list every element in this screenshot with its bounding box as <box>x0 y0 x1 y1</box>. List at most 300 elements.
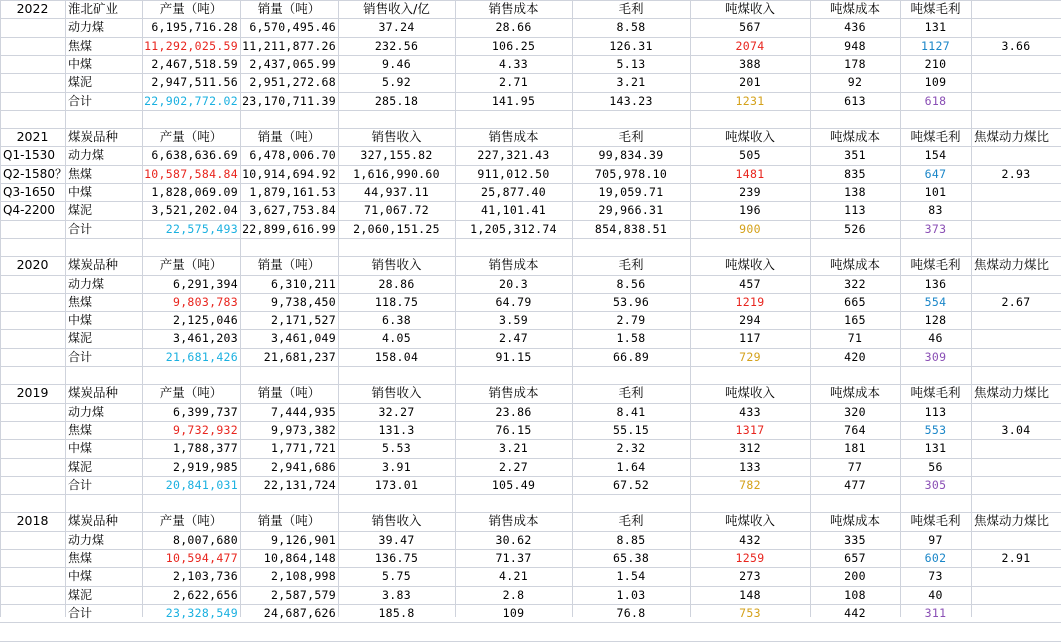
coal-type-label[interactable]: 合计 <box>68 478 93 492</box>
coal-type-label[interactable]: 中煤 <box>68 569 93 583</box>
coking-thermal-ratio[interactable] <box>971 329 1061 347</box>
column-header[interactable]: 吨煤毛利 <box>910 1 961 16</box>
column-header[interactable] <box>971 0 1061 18</box>
table-cell[interactable]: 46 <box>928 331 943 345</box>
coal-type-label[interactable]: 动力煤 <box>68 533 105 547</box>
coal-type-label[interactable]: 煤泥 <box>68 588 93 602</box>
table-cell[interactable]: 1,771,721 <box>270 441 336 455</box>
table-cell[interactable]: 20,841,031 <box>165 478 238 492</box>
coking-thermal-ratio[interactable] <box>971 458 1061 476</box>
table-cell[interactable]: 553 <box>924 423 947 437</box>
coking-thermal-ratio[interactable]: 2.93 <box>1001 167 1031 181</box>
column-header[interactable]: 吨煤成本 <box>829 129 880 144</box>
quarter-price-note[interactable]: Q4-2200 <box>3 203 55 217</box>
table-cell[interactable]: 66.89 <box>612 350 650 364</box>
column-header[interactable]: 产量（吨） <box>159 513 223 528</box>
table-cell[interactable]: 618 <box>924 94 947 108</box>
table-cell[interactable]: 420 <box>844 350 866 364</box>
table-cell[interactable]: 71 <box>847 331 863 345</box>
coking-thermal-ratio[interactable] <box>971 18 1061 36</box>
table-cell[interactable]: 91.15 <box>495 350 532 364</box>
table-cell[interactable]: 128 <box>924 313 947 327</box>
table-cell[interactable]: 99,834.39 <box>598 148 664 162</box>
table-cell[interactable]: 2.79 <box>616 313 646 327</box>
column-header[interactable]: 销售收入 <box>371 385 422 400</box>
table-cell[interactable]: 3,461,049 <box>270 331 336 345</box>
coal-type-label[interactable]: 中煤 <box>68 441 93 455</box>
column-header[interactable]: 吨煤毛利 <box>910 129 961 144</box>
year-label[interactable]: 2020 <box>16 257 49 272</box>
table-cell[interactable]: 8.41 <box>616 405 646 419</box>
table-cell[interactable]: 136 <box>924 277 947 291</box>
table-cell[interactable]: 76.8 <box>616 606 646 620</box>
table-cell[interactable]: 9,803,783 <box>172 295 238 309</box>
table-cell[interactable]: 335 <box>844 533 866 547</box>
column-header[interactable]: 产量（吨） <box>159 385 223 400</box>
table-cell[interactable]: 2.32 <box>616 441 646 455</box>
table-cell[interactable]: 53.96 <box>612 295 650 309</box>
coal-type-label[interactable]: 煤泥 <box>68 460 93 474</box>
table-cell[interactable]: 1259 <box>735 551 765 565</box>
coking-thermal-ratio[interactable] <box>971 275 1061 293</box>
table-cell[interactable]: 6.38 <box>382 313 411 327</box>
table-cell[interactable]: 3.21 <box>616 75 646 89</box>
table-cell[interactable]: 1,205,312.74 <box>470 222 557 236</box>
table-cell[interactable]: 4.33 <box>499 57 528 71</box>
table-cell[interactable]: 97 <box>928 533 943 547</box>
table-cell[interactable]: 200 <box>844 569 866 583</box>
coking-thermal-ratio[interactable] <box>971 92 1061 110</box>
table-cell[interactable]: 1,616,990.60 <box>353 167 440 181</box>
table-cell[interactable]: 1.58 <box>616 331 646 345</box>
table-cell[interactable]: 109 <box>924 75 947 89</box>
coking-thermal-ratio[interactable] <box>971 439 1061 457</box>
table-cell[interactable]: 133 <box>739 460 761 474</box>
table-cell[interactable]: 5.53 <box>382 441 411 455</box>
table-cell[interactable]: 6,399,737 <box>172 405 238 419</box>
column-header[interactable]: 吨煤毛利 <box>910 513 961 528</box>
table-cell[interactable]: 3.83 <box>382 588 411 602</box>
table-cell[interactable]: 154 <box>924 148 947 162</box>
table-cell[interactable]: 9,732,932 <box>172 423 238 437</box>
table-cell[interactable]: 40 <box>928 588 943 602</box>
table-cell[interactable]: 65.38 <box>612 551 650 565</box>
table-cell[interactable]: 647 <box>924 167 947 181</box>
table-cell[interactable]: 477 <box>844 478 866 492</box>
table-cell[interactable]: 613 <box>844 94 866 108</box>
table-cell[interactable]: 173.01 <box>374 478 419 492</box>
quarter-price-note[interactable]: Q1-1530 <box>3 148 55 162</box>
table-cell[interactable]: 109 <box>502 606 525 620</box>
table-cell[interactable]: 2,103,736 <box>172 569 238 583</box>
table-cell[interactable]: 25,877.40 <box>480 185 546 199</box>
table-cell[interactable]: 105.49 <box>491 478 536 492</box>
table-cell[interactable]: 28.66 <box>495 20 532 34</box>
table-cell[interactable]: 3.91 <box>382 460 411 474</box>
quarter-price-note[interactable]: Q2-1580？ <box>3 167 67 181</box>
table-cell[interactable]: 24,687,626 <box>263 606 336 620</box>
table-cell[interactable]: 1481 <box>735 167 765 181</box>
coal-type-label[interactable]: 焦煤 <box>68 295 93 309</box>
table-cell[interactable]: 1127 <box>921 39 950 53</box>
table-cell[interactable]: 158.04 <box>374 350 419 364</box>
column-header[interactable]: 销量（吨） <box>257 257 321 272</box>
column-header[interactable]: 销售收入 <box>371 513 422 528</box>
column-header[interactable]: 吨煤收入 <box>724 513 775 528</box>
table-cell[interactable]: 6,291,394 <box>172 277 238 291</box>
table-cell[interactable]: 665 <box>844 295 866 309</box>
column-header[interactable]: 销量（吨） <box>257 129 321 144</box>
coking-thermal-ratio[interactable] <box>971 220 1061 238</box>
table-cell[interactable]: 9,973,382 <box>270 423 336 437</box>
table-cell[interactable]: 9,738,450 <box>270 295 336 309</box>
table-cell[interactable]: 30.62 <box>495 533 532 547</box>
table-cell[interactable]: 131 <box>924 441 947 455</box>
coal-type-label[interactable]: 煤泥 <box>68 331 93 345</box>
coal-type-label[interactable]: 中煤 <box>68 185 93 199</box>
column-header[interactable]: 吨煤收入 <box>724 1 775 16</box>
quarter-price-note[interactable]: Q3-1650 <box>3 185 55 199</box>
table-cell[interactable]: 22,902,772.02 <box>144 94 238 108</box>
table-cell[interactable]: 2,108,998 <box>270 569 336 583</box>
table-cell[interactable]: 4.21 <box>499 569 528 583</box>
coking-thermal-ratio[interactable] <box>971 586 1061 604</box>
coking-thermal-ratio[interactable]: 2.91 <box>1001 551 1031 565</box>
table-cell[interactable]: 309 <box>924 350 947 364</box>
table-cell[interactable]: 11,211,877.26 <box>242 39 336 53</box>
table-cell[interactable]: 3.59 <box>499 313 528 327</box>
coal-type-label[interactable]: 合计 <box>68 94 93 108</box>
table-cell[interactable]: 118.75 <box>374 295 419 309</box>
column-header[interactable]: 毛利 <box>618 513 644 528</box>
coking-thermal-ratio[interactable] <box>971 311 1061 329</box>
column-header[interactable]: 煤炭品种 <box>68 257 119 272</box>
table-cell[interactable]: 5.92 <box>382 75 411 89</box>
column-header[interactable]: 产量（吨） <box>159 129 223 144</box>
table-cell[interactable]: 505 <box>739 148 761 162</box>
table-cell[interactable]: 432 <box>739 533 761 547</box>
table-cell[interactable]: 178 <box>844 57 866 71</box>
table-cell[interactable]: 442 <box>844 606 866 620</box>
coal-type-label[interactable]: 焦煤 <box>68 167 93 181</box>
table-cell[interactable]: 8.56 <box>616 277 646 291</box>
table-cell[interactable]: 526 <box>844 222 866 236</box>
column-header[interactable]: 毛利 <box>618 257 644 272</box>
table-cell[interactable]: 2.27 <box>499 460 528 474</box>
table-cell[interactable]: 433 <box>739 405 761 419</box>
coking-thermal-ratio[interactable] <box>971 146 1061 164</box>
table-cell[interactable]: 657 <box>844 551 866 565</box>
year-label[interactable]: 2019 <box>16 385 49 400</box>
column-header[interactable]: 吨煤收入 <box>724 257 775 272</box>
table-cell[interactable]: 28.86 <box>378 277 415 291</box>
coking-thermal-ratio[interactable]: 2.67 <box>1001 295 1031 309</box>
table-cell[interactable]: 5.13 <box>616 57 646 71</box>
table-cell[interactable]: 729 <box>739 350 761 364</box>
table-cell[interactable]: 7,444,935 <box>270 405 336 419</box>
table-cell[interactable]: 911,012.50 <box>477 167 550 181</box>
table-cell[interactable]: 554 <box>924 295 947 309</box>
table-cell[interactable]: 602 <box>924 551 947 565</box>
column-header[interactable]: 吨煤毛利 <box>910 257 961 272</box>
table-cell[interactable]: 141.95 <box>491 94 536 108</box>
table-cell[interactable]: 273 <box>739 569 761 583</box>
table-cell[interactable]: 131.3 <box>378 423 415 437</box>
column-header[interactable]: 煤炭品种 <box>68 513 119 528</box>
table-cell[interactable]: 2074 <box>735 39 765 53</box>
column-header[interactable]: 淮北矿业 <box>68 1 119 16</box>
table-cell[interactable]: 6,638,636.69 <box>151 148 238 162</box>
coking-thermal-ratio[interactable] <box>971 348 1061 366</box>
table-cell[interactable]: 23,170,711.39 <box>242 94 336 108</box>
column-header[interactable]: 吨煤成本 <box>829 1 880 16</box>
table-cell[interactable]: 2,951,272.68 <box>249 75 336 89</box>
table-cell[interactable]: 39.47 <box>378 533 415 547</box>
column-header[interactable]: 销量（吨） <box>257 513 321 528</box>
table-cell[interactable]: 705,978.10 <box>594 167 668 181</box>
table-cell[interactable]: 64.79 <box>495 295 532 309</box>
coal-type-label[interactable]: 煤泥 <box>68 203 93 217</box>
column-header[interactable]: 吨煤成本 <box>829 257 880 272</box>
table-cell[interactable]: 201 <box>739 75 761 89</box>
table-cell[interactable]: 44,937.11 <box>363 185 429 199</box>
table-cell[interactable]: 20.3 <box>499 277 528 291</box>
table-cell[interactable]: 3,627,753.84 <box>249 203 336 217</box>
table-cell[interactable]: 10,587,584.84 <box>144 167 238 181</box>
table-cell[interactable]: 6,570,495.46 <box>249 20 336 34</box>
table-cell[interactable]: 2,941,686 <box>270 460 336 474</box>
table-cell[interactable]: 210 <box>924 57 947 71</box>
table-cell[interactable]: 6,478,006.70 <box>249 148 336 162</box>
table-cell[interactable]: 136.75 <box>374 551 419 565</box>
table-cell[interactable]: 2,437,065.99 <box>249 57 336 71</box>
table-cell[interactable]: 32.27 <box>378 405 415 419</box>
table-cell[interactable]: 3.21 <box>499 441 528 455</box>
coking-thermal-ratio[interactable] <box>971 55 1061 73</box>
table-cell[interactable]: 285.18 <box>374 94 419 108</box>
table-cell[interactable]: 2,622,656 <box>172 588 238 602</box>
column-header[interactable]: 销售收入 <box>371 129 422 144</box>
table-cell[interactable]: 138 <box>844 185 866 199</box>
table-cell[interactable]: 2,947,511.56 <box>151 75 238 89</box>
table-cell[interactable]: 351 <box>844 148 866 162</box>
coal-type-label[interactable]: 合计 <box>68 350 93 364</box>
table-cell[interactable]: 21,681,426 <box>165 350 238 364</box>
table-cell[interactable]: 948 <box>844 39 866 53</box>
table-cell[interactable]: 181 <box>844 441 866 455</box>
table-cell[interactable]: 835 <box>844 167 866 181</box>
table-cell[interactable]: 1219 <box>735 295 765 309</box>
column-header[interactable]: 销量（吨） <box>257 1 321 16</box>
column-header[interactable]: 销量（吨） <box>257 385 321 400</box>
table-cell[interactable]: 2,060,151.25 <box>353 222 440 236</box>
table-cell[interactable]: 3,461,203 <box>172 331 238 345</box>
table-cell[interactable]: 305 <box>924 478 947 492</box>
table-cell[interactable]: 126.31 <box>609 39 653 53</box>
table-cell[interactable]: 373 <box>924 222 947 236</box>
table-cell[interactable]: 10,594,477 <box>165 551 238 565</box>
table-cell[interactable]: 294 <box>739 313 761 327</box>
column-header[interactable]: 销售成本 <box>488 129 539 144</box>
column-header[interactable]: 产量（吨） <box>159 1 223 16</box>
coking-thermal-ratio[interactable] <box>971 403 1061 421</box>
table-cell[interactable]: 21,681,237 <box>263 350 336 364</box>
table-cell[interactable]: 1,879,161.53 <box>249 185 336 199</box>
table-cell[interactable]: 239 <box>739 185 761 199</box>
coal-type-label[interactable]: 动力煤 <box>68 20 105 34</box>
table-cell[interactable]: 41,101.41 <box>480 203 546 217</box>
table-cell[interactable]: 1317 <box>735 423 765 437</box>
table-cell[interactable]: 2,125,046 <box>172 313 238 327</box>
table-cell[interactable]: 29,966.31 <box>598 203 664 217</box>
table-cell[interactable]: 185.8 <box>378 606 415 620</box>
column-header[interactable]: 毛利 <box>618 385 644 400</box>
table-cell[interactable]: 3,521,202.04 <box>151 203 238 217</box>
column-header[interactable]: 销售收入 <box>371 257 422 272</box>
coal-type-label[interactable]: 焦煤 <box>68 39 93 53</box>
table-cell[interactable]: 782 <box>739 478 761 492</box>
table-cell[interactable]: 71,067.72 <box>363 203 429 217</box>
table-cell[interactable]: 22,575,493 <box>165 222 238 236</box>
table-cell[interactable]: 113 <box>924 405 947 419</box>
table-cell[interactable]: 196 <box>739 203 761 217</box>
column-header[interactable]: 焦煤动力煤比 <box>974 513 1050 528</box>
coal-type-label[interactable]: 动力煤 <box>68 148 105 162</box>
table-cell[interactable]: 9.46 <box>382 57 411 71</box>
table-cell[interactable]: 6,195,716.28 <box>151 20 238 34</box>
table-cell[interactable]: 37.24 <box>378 20 415 34</box>
table-cell[interactable]: 1.03 <box>616 588 646 602</box>
coal-type-label[interactable]: 中煤 <box>68 313 93 327</box>
table-cell[interactable]: 67.52 <box>612 478 650 492</box>
table-cell[interactable]: 4.05 <box>382 331 411 345</box>
table-cell[interactable]: 10,864,148 <box>263 551 336 565</box>
table-cell[interactable]: 327,155.82 <box>360 148 433 162</box>
table-cell[interactable]: 56 <box>928 460 943 474</box>
table-cell[interactable]: 764 <box>844 423 866 437</box>
table-cell[interactable]: 388 <box>739 57 761 71</box>
table-cell[interactable]: 320 <box>844 405 866 419</box>
table-cell[interactable]: 71.37 <box>495 551 532 565</box>
coal-type-label[interactable]: 合计 <box>68 606 93 620</box>
column-header[interactable]: 毛利 <box>618 1 644 16</box>
column-header[interactable]: 焦煤动力煤比 <box>974 129 1050 144</box>
table-cell[interactable]: 19,059.71 <box>598 185 664 199</box>
column-header[interactable]: 焦煤动力煤比 <box>974 257 1050 272</box>
table-cell[interactable]: 8.85 <box>616 533 646 547</box>
coking-thermal-ratio[interactable] <box>971 73 1061 91</box>
table-cell[interactable]: 900 <box>739 222 761 236</box>
table-cell[interactable]: 83 <box>928 203 943 217</box>
table-cell[interactable]: 2.47 <box>499 331 528 345</box>
table-cell[interactable]: 1,788,377 <box>172 441 238 455</box>
year-label[interactable]: 2022 <box>16 1 49 16</box>
table-cell[interactable]: 436 <box>844 20 866 34</box>
table-cell[interactable]: 10,914,694.92 <box>242 167 336 181</box>
column-header[interactable]: 产量（吨） <box>159 257 223 272</box>
coking-thermal-ratio[interactable] <box>971 531 1061 549</box>
coal-type-label[interactable]: 焦煤 <box>68 423 93 437</box>
table-cell[interactable]: 322 <box>844 277 866 291</box>
column-header[interactable]: 煤炭品种 <box>68 129 119 144</box>
coking-thermal-ratio[interactable] <box>971 567 1061 585</box>
table-cell[interactable]: 22,131,724 <box>263 478 336 492</box>
table-cell[interactable]: 232.56 <box>374 39 419 53</box>
table-cell[interactable]: 76.15 <box>495 423 532 437</box>
year-label[interactable]: 2021 <box>16 129 49 144</box>
table-cell[interactable]: 1.64 <box>616 460 646 474</box>
column-header[interactable]: 吨煤收入 <box>724 385 775 400</box>
column-header[interactable]: 销售成本 <box>488 385 539 400</box>
coking-thermal-ratio[interactable]: 3.04 <box>1001 423 1031 437</box>
coal-type-label[interactable]: 焦煤 <box>68 551 93 565</box>
column-header[interactable]: 销售成本 <box>488 513 539 528</box>
coal-type-label[interactable]: 合计 <box>68 222 93 236</box>
coking-thermal-ratio[interactable] <box>971 183 1061 201</box>
table-cell[interactable]: 567 <box>739 20 761 34</box>
table-cell[interactable]: 73 <box>928 569 943 583</box>
column-header[interactable]: 销售成本 <box>488 257 539 272</box>
coking-thermal-ratio[interactable]: 3.66 <box>1001 39 1031 53</box>
table-cell[interactable]: 92 <box>847 75 863 89</box>
table-cell[interactable]: 8,007,680 <box>172 533 238 547</box>
table-cell[interactable]: 101 <box>924 185 947 199</box>
table-cell[interactable]: 854,838.51 <box>594 222 668 236</box>
coal-type-label[interactable]: 动力煤 <box>68 405 105 419</box>
table-cell[interactable]: 9,126,901 <box>270 533 336 547</box>
table-cell[interactable]: 2,467,518.59 <box>151 57 238 71</box>
table-cell[interactable]: 5.75 <box>382 569 411 583</box>
table-cell[interactable]: 148 <box>739 588 761 602</box>
table-cell[interactable]: 113 <box>844 203 866 217</box>
coal-type-label[interactable]: 煤泥 <box>68 75 93 89</box>
table-cell[interactable]: 55.15 <box>612 423 650 437</box>
table-cell[interactable]: 457 <box>739 277 761 291</box>
table-cell[interactable]: 23,328,549 <box>165 606 238 620</box>
table-cell[interactable]: 312 <box>739 441 761 455</box>
table-cell[interactable]: 8.58 <box>616 20 646 34</box>
table-cell[interactable]: 2.71 <box>499 75 528 89</box>
table-cell[interactable]: 165 <box>844 313 866 327</box>
column-header[interactable]: 焦煤动力煤比 <box>974 385 1050 400</box>
table-cell[interactable]: 23.86 <box>495 405 532 419</box>
table-cell[interactable]: 22,899,616.99 <box>242 222 336 236</box>
table-cell[interactable]: 11,292,025.59 <box>144 39 238 53</box>
table-cell[interactable]: 2.8 <box>502 588 525 602</box>
coal-type-label[interactable]: 中煤 <box>68 57 93 71</box>
table-cell[interactable]: 6,310,211 <box>270 277 336 291</box>
table-cell[interactable]: 131 <box>924 20 947 34</box>
table-cell[interactable]: 1.54 <box>616 569 646 583</box>
table-cell[interactable]: 117 <box>739 331 761 345</box>
table-cell[interactable]: 143.23 <box>609 94 653 108</box>
table-cell[interactable]: 2,919,985 <box>172 460 238 474</box>
table-cell[interactable]: 108 <box>844 588 866 602</box>
column-header[interactable]: 吨煤收入 <box>724 129 775 144</box>
table-cell[interactable]: 1,828,069.09 <box>151 185 238 199</box>
coking-thermal-ratio[interactable] <box>971 201 1061 219</box>
table-cell[interactable]: 311 <box>924 606 947 620</box>
column-header[interactable]: 吨煤成本 <box>829 385 880 400</box>
coking-thermal-ratio[interactable] <box>971 476 1061 494</box>
coking-thermal-ratio[interactable] <box>971 604 1061 622</box>
table-cell[interactable]: 227,321.43 <box>477 148 550 162</box>
column-header[interactable]: 毛利 <box>618 129 644 144</box>
table-cell[interactable]: 753 <box>739 606 761 620</box>
column-header[interactable]: 销售成本 <box>488 1 539 16</box>
column-header[interactable]: 煤炭品种 <box>68 385 119 400</box>
table-cell[interactable]: 106.25 <box>491 39 536 53</box>
